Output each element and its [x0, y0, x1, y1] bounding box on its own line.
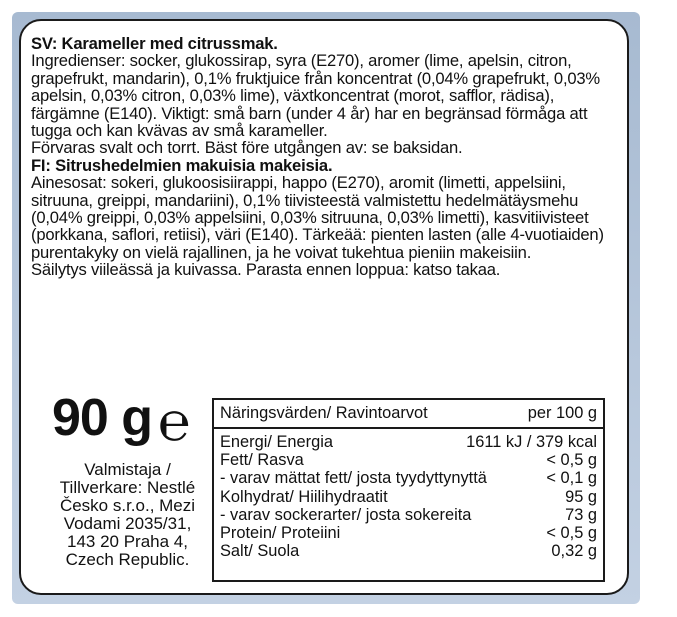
nutrient-value: 1611 kJ / 379 kcal	[466, 433, 597, 451]
fi-ingredients: Ainesosat: sokeri, glukoosisiirappi, happo (E270), aromit (limetti, appelsiini, sitruuna, greippi, mandariini), 0,1% tiivisteestä valmistettu hedelmätäysmehu (0,04% greippi, 0,03% appelsiini, 0,03% sitruuna, 0,03% limetti), kasvitiivisteet (porkkana, saflori, retiisi), väri (E140). Tärkeää: pienten lasten (alle 4-vuotiaiden) purentakyky on vielä rajallinen, ja he voivat tukehtua pieniin makeisiin.	[31, 173, 604, 262]
nutrition-row	[220, 506, 597, 524]
sv-storage: Förvaras svalt och torrt. Bäst före utgången av: se baksidan.	[31, 138, 463, 158]
nutrient-label: Salt/ Suola	[220, 542, 300, 561]
manufacturer-address	[40, 461, 215, 569]
manufacturer-line: Czech Republic.	[65, 550, 190, 569]
nutrient-value: 95 g	[565, 487, 597, 506]
nutrition-table	[212, 398, 605, 582]
nutrition-per: per 100 g	[527, 404, 597, 422]
nutrition-title: Näringsvärden/ Ravintoarvot	[220, 404, 428, 422]
nutrient-value: < 0,5 g	[546, 524, 597, 543]
nutrient-value: < 0,5 g	[546, 451, 597, 470]
sv-ingredients: Ingredienser: socker, glukossirap, syra (E270), aromer (lime, apelsin, citron, grapefrukt, mandarin), 0,1% fruktjuice från koncentrat (0,04% grapefrukt, 0,03% apelsin, 0,03% citron, 0,03% lime), växtkoncentrat (morot, safflor, rädisa), färgämne (E140). Viktigt: små barn (under 4 år) har en begränsad förmåga att tugga och kan kvävas av små karameller.	[31, 51, 600, 141]
nutrient-value: 73 g	[565, 505, 597, 524]
estimated-sign-icon: ℮	[158, 390, 191, 453]
nutrition-row	[220, 451, 597, 469]
nutrient-label: - varav mättat fett/ josta tyydyttynyttä	[220, 469, 487, 488]
net-weight: 90 g	[52, 389, 153, 447]
nutrition-row	[220, 433, 597, 451]
nutrient-label: - varav sockerarter/ josta sokereita	[220, 505, 472, 524]
nutrition-row	[220, 488, 597, 506]
nutrient-value: 0,32 g	[551, 542, 597, 561]
nutrient-label: Energi/ Energia	[220, 433, 333, 451]
manufacturer-line: Tillverkare: Nestlé	[59, 478, 196, 497]
manufacturer-line: Česko s.r.o., Mezi	[59, 496, 196, 515]
nutrition-rows	[214, 429, 603, 560]
manufacturer-line: Valmistaja /	[84, 460, 171, 479]
nutrient-label: Kolhydrat/ Hiilihydraatit	[220, 487, 388, 506]
nutrition-row	[220, 524, 597, 542]
fi-storage: Säilytys viileässä ja kuivassa. Parasta ennen loppua: katso takaa.	[31, 260, 501, 280]
nutrient-label: Fett/ Rasva	[220, 451, 304, 470]
nutrient-value: < 0,1 g	[546, 469, 597, 488]
manufacturer-line: Vodami 2035/31,	[63, 514, 192, 533]
nutrient-label: Protein/ Proteiini	[220, 524, 341, 543]
sv-heading: SV: Karameller med citrussmak.	[31, 34, 278, 53]
nutrition-row	[220, 469, 597, 487]
nutrition-row	[220, 542, 597, 560]
manufacturer-line: 143 20 Praha 4,	[67, 532, 188, 551]
ingredients-block	[31, 35, 617, 279]
fi-heading: FI: Sitrushedelmien makuisia makeisia.	[31, 155, 333, 175]
nutrition-header	[214, 400, 603, 429]
